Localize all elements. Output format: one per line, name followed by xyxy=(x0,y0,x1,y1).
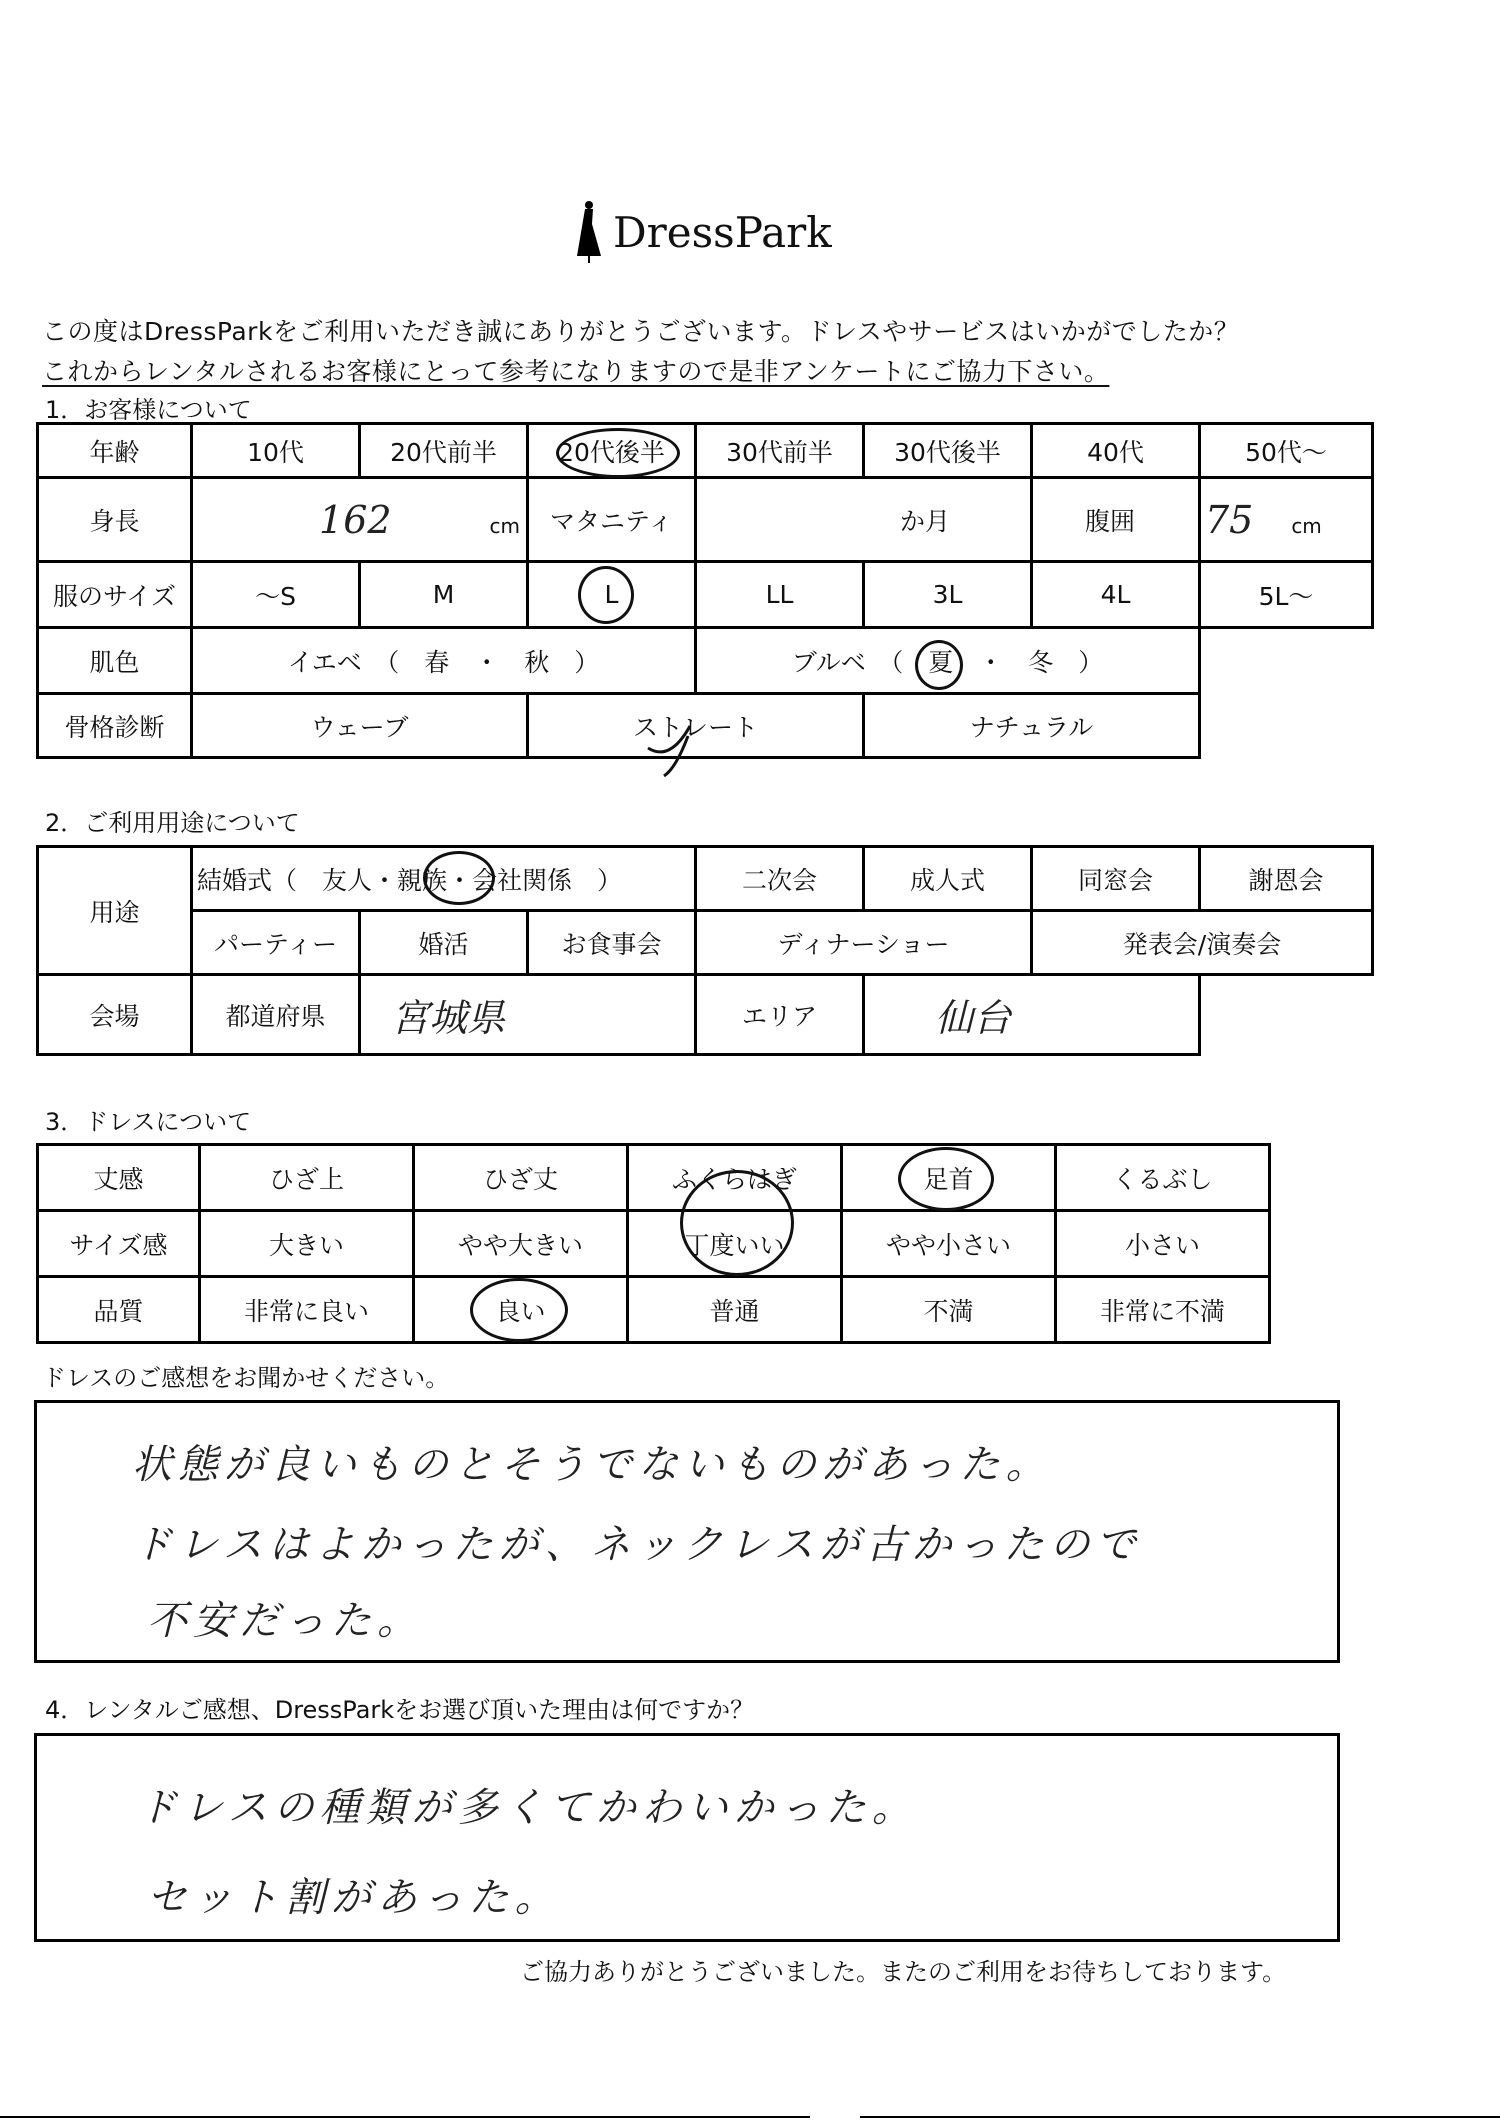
size-feel-option[interactable]: 小さい xyxy=(1056,1211,1270,1277)
quality-option-selected[interactable]: 良い xyxy=(414,1277,628,1343)
size-option[interactable]: LL xyxy=(696,562,864,628)
purpose-label: 用途 xyxy=(38,847,192,975)
size-option[interactable]: 5L～ xyxy=(1200,562,1373,628)
size-feel-option[interactable]: やや大きい xyxy=(414,1211,628,1277)
reason-line: ドレスの種類が多くてかわいかった。 xyxy=(137,1785,918,1831)
maternity-label: マタニティ xyxy=(528,478,696,562)
length-option[interactable]: ひざ丈 xyxy=(414,1145,628,1211)
brand-name: DressPark xyxy=(613,207,832,257)
skin-blue-base[interactable]: ブルベ （ 夏 ・ 冬 ） xyxy=(696,628,1200,694)
skeleton-option-selected[interactable]: ストレート xyxy=(528,694,864,758)
purpose-option[interactable]: 成人式 xyxy=(864,847,1032,911)
area-value: 仙台 xyxy=(935,996,1012,1040)
impression-line: ドレスはよかったが、ネックレスが古かったので xyxy=(132,1522,1142,1568)
age-option[interactable]: 20代前半 xyxy=(360,424,528,478)
skin-label: 肌色 xyxy=(38,628,192,694)
impression-question: ドレスのご感想をお聞かせください。 xyxy=(42,1364,450,1392)
length-option[interactable]: ひざ上 xyxy=(200,1145,414,1211)
section3-title: 3．ドレスについて xyxy=(45,1108,252,1136)
quality-option[interactable]: 普通 xyxy=(628,1277,842,1343)
size-feel-option[interactable]: やや小さい xyxy=(842,1211,1056,1277)
skin-yellow-base[interactable]: イエベ （ 春 ・ 秋 ） xyxy=(192,628,696,694)
skeleton-option[interactable]: ウェーブ xyxy=(192,694,528,758)
quality-label: 品質 xyxy=(38,1277,200,1343)
size-option-selected[interactable]: L xyxy=(528,562,696,628)
age-option[interactable]: 30代後半 xyxy=(864,424,1032,478)
size-feel-option[interactable]: 大きい xyxy=(200,1211,414,1277)
purpose-option[interactable]: 謝恩会 xyxy=(1200,847,1373,911)
height-unit: cm xyxy=(489,513,520,538)
brand-logo xyxy=(575,200,832,264)
purpose-option[interactable]: 発表会/演奏会 xyxy=(1032,911,1373,975)
size-option[interactable]: 4L xyxy=(1032,562,1200,628)
venue-label: 会場 xyxy=(38,975,192,1055)
waist-unit: cm xyxy=(1291,513,1322,538)
height-label: 身長 xyxy=(38,478,192,562)
purpose-option[interactable]: 二次会 xyxy=(696,847,864,911)
skeleton-option[interactable]: ナチュラル xyxy=(864,694,1200,758)
size-option[interactable]: M xyxy=(360,562,528,628)
age-option-selected[interactable]: 20代後半 xyxy=(528,424,696,478)
height-value: 162 xyxy=(319,497,392,542)
footer-thanks: ご協力ありがとうございました。またのご利用をお待ちしております。 xyxy=(520,1958,1287,1986)
purpose-option[interactable]: 婚活 xyxy=(360,911,528,975)
intro-line-1: この度はDressParkをご利用いただき誠にありがとうございます。ドレスやサービスはいかがでしたか？ xyxy=(42,317,1240,346)
height-field[interactable] xyxy=(192,478,528,562)
waist-field[interactable] xyxy=(1200,478,1373,562)
section4-title: 4．レンタルご感想、DressParkをお選び頂いた理由は何ですか？ xyxy=(45,1696,755,1724)
age-option[interactable]: 30代前半 xyxy=(696,424,864,478)
size-feel-label: サイズ感 xyxy=(38,1211,200,1277)
maternity-months[interactable]: か月 xyxy=(696,478,1032,562)
purpose-option[interactable]: お食事会 xyxy=(528,911,696,975)
size-feel-option-selected[interactable]: 丁度いい xyxy=(628,1211,842,1277)
reason-line: セット割があった。 xyxy=(147,1875,561,1921)
length-label: 丈感 xyxy=(38,1145,200,1211)
dress-icon xyxy=(575,200,603,264)
purpose-option[interactable]: ディナーショー xyxy=(696,911,1032,975)
empty-cell xyxy=(1200,628,1373,694)
impression-line: 状態が良いものとそうでないものがあった。 xyxy=(132,1442,1052,1488)
customer-table xyxy=(36,422,1374,759)
quality-option[interactable]: 非常に不満 xyxy=(1056,1277,1270,1343)
prefecture-label: 都道府県 xyxy=(192,975,360,1055)
intro-line-2: これからレンタルされるお客様にとって参考になりますので是非アンケートにご協力下さい。 xyxy=(42,357,1110,386)
impression-line: 不安だった。 xyxy=(147,1598,423,1644)
length-option-selected[interactable]: 足首 xyxy=(842,1145,1056,1211)
purpose-option[interactable]: 同窓会 xyxy=(1032,847,1200,911)
age-option[interactable]: 40代 xyxy=(1032,424,1200,478)
length-option[interactable]: くるぶし xyxy=(1056,1145,1270,1211)
length-option[interactable]: ふくらはぎ xyxy=(628,1145,842,1211)
section1-title: 1．お客様について xyxy=(45,396,252,424)
age-option[interactable]: 10代 xyxy=(192,424,360,478)
section2-title: 2．ご利用用途について xyxy=(45,809,300,837)
wedding-option[interactable]: 結婚式（ 友人・親族・会社関係 ） xyxy=(192,847,696,911)
quality-option[interactable]: 不満 xyxy=(842,1277,1056,1343)
purpose-option[interactable]: パーティー xyxy=(192,911,360,975)
age-option[interactable]: 50代～ xyxy=(1200,424,1373,478)
waist-label: 腹囲 xyxy=(1032,478,1200,562)
skeleton-label: 骨格診断 xyxy=(38,694,192,758)
quality-option[interactable]: 非常に良い xyxy=(200,1277,414,1343)
bottom-rule xyxy=(860,2116,1500,2118)
prefecture-value: 宮城県 xyxy=(391,996,506,1040)
purpose-table xyxy=(36,845,1374,1056)
impression-answer-box[interactable] xyxy=(34,1400,1340,1663)
prefecture-field[interactable] xyxy=(360,975,696,1055)
dress-table xyxy=(36,1143,1271,1344)
area-label: エリア xyxy=(696,975,864,1055)
size-label: 服のサイズ xyxy=(38,562,192,628)
selection-check-skeleton xyxy=(640,712,710,782)
bottom-rule xyxy=(0,2116,810,2118)
age-label: 年齢 xyxy=(38,424,192,478)
area-field[interactable] xyxy=(864,975,1200,1055)
reason-answer-box[interactable] xyxy=(34,1733,1340,1942)
empty-cell xyxy=(1200,694,1373,758)
waist-value: 75 xyxy=(1205,497,1254,542)
size-option[interactable]: 3L xyxy=(864,562,1032,628)
size-option[interactable]: ～S xyxy=(192,562,360,628)
empty-cell xyxy=(1200,975,1373,1055)
